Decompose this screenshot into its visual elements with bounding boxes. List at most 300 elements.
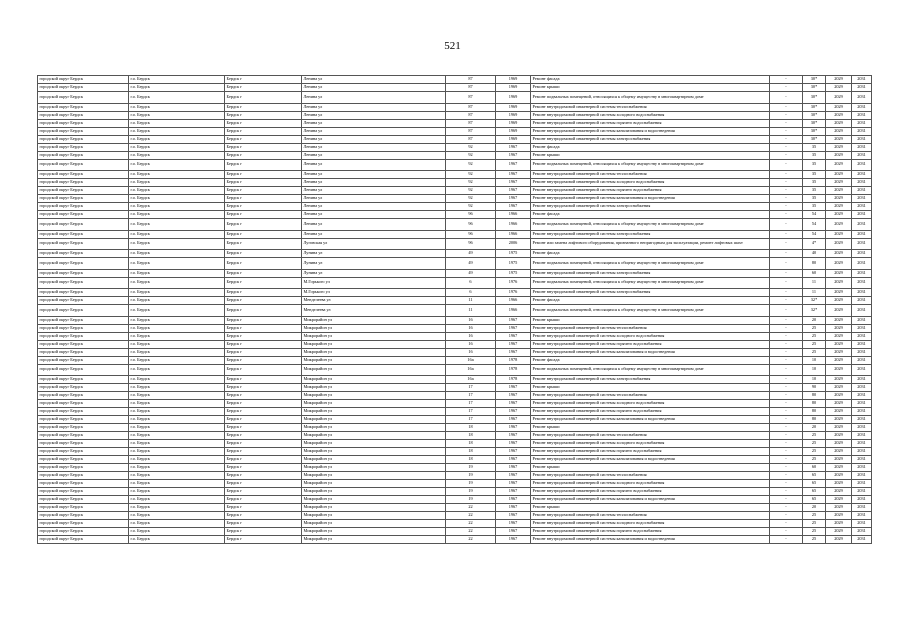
cell-work-type: Ремонт внутридомовой инженерной системы электроснабжения (531, 203, 770, 211)
cell-street: Микрорайон ул (302, 324, 446, 332)
cell-okrug: городской округ Бердск (38, 408, 129, 416)
cell-value: 10 (803, 356, 826, 364)
cell-dash: - (770, 289, 803, 297)
cell-year: 1978 (496, 364, 531, 376)
cell-okrug: городской округ Бердск (38, 143, 129, 151)
cell-okrug: городской округ Бердск (38, 111, 129, 119)
cell-year-end: 2031 (852, 159, 872, 171)
cell-year: 1967 (496, 456, 531, 464)
cell-house: 17 (446, 400, 496, 408)
cell-okrug: городской округ Бердск (38, 356, 129, 364)
cell-dash: - (770, 340, 803, 348)
cell-locality: Бердск г (225, 480, 302, 488)
cell-dash: - (770, 195, 803, 203)
cell-year-start: 2029 (826, 127, 852, 135)
cell-year: 1967 (496, 536, 531, 544)
cell-house: 49 (446, 258, 496, 270)
cell-year-end: 2031 (852, 297, 872, 305)
cell-year: 1975 (496, 258, 531, 270)
cell-street: Микрорайон ул (302, 416, 446, 424)
cell-year: 1966 (496, 219, 531, 231)
cell-settlement: г.о. Бердск (129, 219, 225, 231)
cell-okrug: городской округ Бердск (38, 211, 129, 219)
cell-settlement: г.о. Бердск (129, 316, 225, 324)
cell-settlement: г.о. Бердск (129, 203, 225, 211)
cell-year: 1967 (496, 416, 531, 424)
cell-value: 30* (803, 103, 826, 111)
cell-settlement: г.о. Бердск (129, 305, 225, 317)
cell-year: 1969 (496, 84, 531, 92)
cell-settlement: г.о. Бердск (129, 277, 225, 289)
cell-dash: - (770, 364, 803, 376)
cell-work-type: Ремонт крыши (531, 316, 770, 324)
cell-locality: Бердск г (225, 504, 302, 512)
cell-street: Ленина ул (302, 171, 446, 179)
cell-work-type: Ремонт фасада (531, 356, 770, 364)
cell-okrug: городской округ Бердск (38, 496, 129, 504)
cell-work-type: Ремонт фасада (531, 250, 770, 258)
table-row (38, 195, 872, 203)
cell-value: 32* (803, 305, 826, 317)
cell-street: Ленина ул (302, 151, 446, 159)
cell-okrug: городской округ Бердск (38, 384, 129, 392)
cell-street: Микрорайон ул (302, 504, 446, 512)
table-row (38, 92, 872, 104)
cell-year: 1967 (496, 512, 531, 520)
cell-house: 92 (446, 143, 496, 151)
cell-okrug: городской округ Бердск (38, 324, 129, 332)
cell-year-start: 2029 (826, 297, 852, 305)
cell-year-start: 2029 (826, 84, 852, 92)
cell-year: 1967 (496, 520, 531, 528)
cell-year-start: 2029 (826, 195, 852, 203)
cell-okrug: городской округ Бердск (38, 119, 129, 127)
cell-street: Ленина ул (302, 84, 446, 92)
cell-street: Микрорайон ул (302, 440, 446, 448)
cell-value: 32* (803, 297, 826, 305)
cell-street: Микрорайон ул (302, 424, 446, 432)
cell-year: 1967 (496, 159, 531, 171)
cell-settlement: г.о. Бердск (129, 456, 225, 464)
cell-locality: Бердск г (225, 364, 302, 376)
cell-settlement: г.о. Бердск (129, 135, 225, 143)
cell-street: Ленина ул (302, 111, 446, 119)
cell-locality: Бердск г (225, 297, 302, 305)
cell-settlement: г.о. Бердск (129, 488, 225, 496)
cell-value: 35 (803, 171, 826, 179)
cell-street: Микрорайон ул (302, 488, 446, 496)
cell-house: 16 (446, 316, 496, 324)
cell-work-type: Ремонт подвальных помещений, относящихся к общему имуществу в многоквартирном доме (531, 258, 770, 270)
cell-work-type: Ремонт внутридомовой инженерной системы теплоснабжения (531, 324, 770, 332)
cell-year-end: 2031 (852, 464, 872, 472)
cell-value: 80 (803, 416, 826, 424)
cell-locality: Бердск г (225, 512, 302, 520)
cell-settlement: г.о. Бердск (129, 536, 225, 544)
cell-locality: Бердск г (225, 408, 302, 416)
cell-year-end: 2031 (852, 305, 872, 317)
cell-street: Ленина ул (302, 187, 446, 195)
cell-value: 35 (803, 151, 826, 159)
cell-year: 1969 (496, 135, 531, 143)
cell-street: Ленина ул (302, 230, 446, 238)
cell-dash: - (770, 238, 803, 250)
cell-dash: - (770, 103, 803, 111)
cell-work-type: Ремонт внутридомовой инженерной системы канализования и водоотведения (531, 195, 770, 203)
cell-locality: Бердск г (225, 103, 302, 111)
cell-street: Лунина ул (302, 258, 446, 270)
cell-dash: - (770, 171, 803, 179)
cell-house: 96 (446, 230, 496, 238)
cell-year: 1969 (496, 92, 531, 104)
cell-work-type: Ремонт внутридомовой инженерной системы канализования и водоотведения (531, 416, 770, 424)
cell-house: 6 (446, 289, 496, 297)
cell-year-end: 2031 (852, 211, 872, 219)
cell-okrug: городской округ Бердск (38, 92, 129, 104)
cell-work-type: Ремонт крыши (531, 464, 770, 472)
cell-house: 49 (446, 269, 496, 277)
cell-settlement: г.о. Бердск (129, 179, 225, 187)
cell-work-type: Ремонт подвальных помещений, относящихся к общему имуществу в многоквартирном доме (531, 159, 770, 171)
cell-settlement: г.о. Бердск (129, 324, 225, 332)
cell-okrug: городской округ Бердск (38, 277, 129, 289)
cell-settlement: г.о. Бердск (129, 440, 225, 448)
table-row (38, 297, 872, 305)
cell-okrug: городской округ Бердск (38, 203, 129, 211)
cell-year-start: 2029 (826, 488, 852, 496)
cell-settlement: г.о. Бердск (129, 143, 225, 151)
cell-dash: - (770, 464, 803, 472)
cell-dash: - (770, 376, 803, 384)
cell-settlement: г.о. Бердск (129, 496, 225, 504)
cell-locality: Бердск г (225, 496, 302, 504)
cell-year-end: 2031 (852, 384, 872, 392)
cell-house: 18 (446, 440, 496, 448)
cell-year-end: 2031 (852, 536, 872, 544)
cell-locality: Бердск г (225, 520, 302, 528)
cell-settlement: г.о. Бердск (129, 111, 225, 119)
cell-work-type: Ремонт внутридомовой инженерной системы теплоснабжения (531, 171, 770, 179)
cell-work-type: Ремонт внутридомовой инженерной системы теплоснабжения (531, 472, 770, 480)
cell-year-start: 2029 (826, 512, 852, 520)
table-row (38, 356, 872, 364)
table-row (38, 324, 872, 332)
cell-locality: Бердск г (225, 316, 302, 324)
cell-year-end: 2031 (852, 424, 872, 432)
cell-street: Микрорайон ул (302, 496, 446, 504)
cell-house: 17 (446, 392, 496, 400)
cell-work-type: Ремонт внутридомовой инженерной системы теплоснабжения (531, 103, 770, 111)
cell-year: 1967 (496, 316, 531, 324)
cell-okrug: городской округ Бердск (38, 448, 129, 456)
cell-work-type: Ремонт внутридомовой инженерной системы горячего водоснабжения (531, 528, 770, 536)
cell-house: 16 (446, 332, 496, 340)
cell-year-end: 2031 (852, 143, 872, 151)
cell-year-start: 2029 (826, 504, 852, 512)
cell-street: Микрорайон ул (302, 512, 446, 520)
cell-house: 92 (446, 195, 496, 203)
cell-settlement: г.о. Бердск (129, 250, 225, 258)
cell-year-end: 2031 (852, 348, 872, 356)
cell-street: Микрорайон ул (302, 376, 446, 384)
cell-settlement: г.о. Бердск (129, 504, 225, 512)
cell-year: 1967 (496, 408, 531, 416)
table-row (38, 348, 872, 356)
cell-year-end: 2031 (852, 103, 872, 111)
cell-year: 1975 (496, 269, 531, 277)
cell-year-start: 2029 (826, 151, 852, 159)
cell-locality: Бердск г (225, 84, 302, 92)
cell-dash: - (770, 348, 803, 356)
cell-dash: - (770, 528, 803, 536)
cell-value: 11 (803, 277, 826, 289)
cell-settlement: г.о. Бердск (129, 448, 225, 456)
cell-year-end: 2031 (852, 76, 872, 84)
cell-okrug: городской округ Бердск (38, 348, 129, 356)
cell-year: 1967 (496, 480, 531, 488)
cell-house: 92 (446, 203, 496, 211)
cell-street: Ленина ул (302, 127, 446, 135)
cell-year-start: 2029 (826, 456, 852, 464)
cell-house: 87 (446, 111, 496, 119)
cell-okrug: городской округ Бердск (38, 424, 129, 432)
cell-work-type: Ремонт внутридомовой инженерной системы холодного водоснабжения (531, 480, 770, 488)
cell-dash: - (770, 230, 803, 238)
cell-year: 1967 (496, 528, 531, 536)
cell-work-type: Ремонт внутридомовой инженерной системы теплоснабжения (531, 512, 770, 520)
cell-year-start: 2029 (826, 187, 852, 195)
cell-value: 30* (803, 76, 826, 84)
cell-settlement: г.о. Бердск (129, 408, 225, 416)
cell-settlement: г.о. Бердск (129, 348, 225, 356)
cell-street: Ленина ул (302, 119, 446, 127)
cell-street: Ленина ул (302, 103, 446, 111)
cell-dash: - (770, 297, 803, 305)
cell-street: Ленина ул (302, 143, 446, 151)
cell-value: 35 (803, 159, 826, 171)
cell-year-start: 2029 (826, 400, 852, 408)
cell-work-type: Ремонт внутридомовой инженерной системы теплоснабжения (531, 432, 770, 440)
cell-locality: Бердск г (225, 348, 302, 356)
cell-year-start: 2029 (826, 171, 852, 179)
cell-street: Ленина ул (302, 203, 446, 211)
cell-value: 25 (803, 440, 826, 448)
cell-year-end: 2031 (852, 171, 872, 179)
table-row (38, 520, 872, 528)
cell-street: Микрорайон ул (302, 464, 446, 472)
cell-value: 30* (803, 135, 826, 143)
cell-dash: - (770, 277, 803, 289)
cell-value: 25 (803, 340, 826, 348)
table-row (38, 384, 872, 392)
cell-okrug: городской округ Бердск (38, 305, 129, 317)
cell-house: 18 (446, 448, 496, 456)
cell-locality: Бердск г (225, 195, 302, 203)
cell-locality: Бердск г (225, 203, 302, 211)
cell-street: Менделеева ул (302, 297, 446, 305)
cell-work-type: Ремонт внутридомовой инженерной системы холодного водоснабжения (531, 179, 770, 187)
cell-year-end: 2031 (852, 195, 872, 203)
cell-value: 20 (803, 504, 826, 512)
cell-okrug: городской округ Бердск (38, 219, 129, 231)
cell-house: 19 (446, 464, 496, 472)
cell-work-type: Ремонт внутридомовой инженерной системы электроснабжения (531, 376, 770, 384)
cell-settlement: г.о. Бердск (129, 464, 225, 472)
cell-dash: - (770, 440, 803, 448)
cell-year: 1967 (496, 143, 531, 151)
cell-value: 25 (803, 448, 826, 456)
table-row (38, 84, 872, 92)
cell-locality: Бердск г (225, 376, 302, 384)
cell-locality: Бердск г (225, 111, 302, 119)
cell-work-type: Ремонт подвальных помещений, относящихся к общему имуществу в многоквартирном доме (531, 305, 770, 317)
cell-locality: Бердск г (225, 536, 302, 544)
cell-dash: - (770, 324, 803, 332)
table-row (38, 528, 872, 536)
cell-work-type: Ремонт крыши (531, 151, 770, 159)
cell-okrug: городской округ Бердск (38, 416, 129, 424)
cell-work-type: Ремонт внутридомовой инженерной системы электроснабжения (531, 135, 770, 143)
cell-work-type: Ремонт внутридомовой инженерной системы холодного водоснабжения (531, 400, 770, 408)
cell-year-end: 2031 (852, 504, 872, 512)
cell-work-type: Ремонт внутридомовой инженерной системы горячего водоснабжения (531, 488, 770, 496)
cell-house: 96 (446, 219, 496, 231)
cell-year-start: 2029 (826, 520, 852, 528)
table-row (38, 400, 872, 408)
cell-okrug: городской округ Бердск (38, 520, 129, 528)
cell-street: Микрорайон ул (302, 480, 446, 488)
table-row (38, 472, 872, 480)
cell-year: 1967 (496, 348, 531, 356)
cell-locality: Бердск г (225, 289, 302, 297)
cell-settlement: г.о. Бердск (129, 238, 225, 250)
table-row (38, 143, 872, 151)
cell-work-type: Ремонт внутридомовой инженерной системы теплоснабжения (531, 392, 770, 400)
cell-street: Ленина ул (302, 179, 446, 187)
cell-value: 35 (803, 179, 826, 187)
table-row (38, 480, 872, 488)
cell-year-end: 2031 (852, 480, 872, 488)
cell-street: Микрорайон ул (302, 384, 446, 392)
cell-house: 92 (446, 159, 496, 171)
cell-house: 87 (446, 92, 496, 104)
cell-locality: Бердск г (225, 416, 302, 424)
cell-year-start: 2029 (826, 238, 852, 250)
table-row (38, 135, 872, 143)
cell-house: 87 (446, 84, 496, 92)
page-number: 521 (444, 40, 461, 52)
cell-year: 1967 (496, 151, 531, 159)
cell-dash: - (770, 111, 803, 119)
cell-year-end: 2031 (852, 119, 872, 127)
cell-dash: - (770, 269, 803, 277)
cell-okrug: городской округ Бердск (38, 159, 129, 171)
cell-okrug: городской округ Бердск (38, 84, 129, 92)
table-row (38, 250, 872, 258)
cell-house: 16 (446, 348, 496, 356)
cell-locality: Бердск г (225, 424, 302, 432)
cell-settlement: г.о. Бердск (129, 520, 225, 528)
cell-dash: - (770, 151, 803, 159)
cell-okrug: городской округ Бердск (38, 456, 129, 464)
cell-settlement: г.о. Бердск (129, 230, 225, 238)
cell-settlement: г.о. Бердск (129, 269, 225, 277)
cell-year: 1966 (496, 211, 531, 219)
cell-street: М.Горького ул (302, 289, 446, 297)
cell-year-start: 2029 (826, 340, 852, 348)
cell-house: 16 (446, 324, 496, 332)
cell-locality: Бердск г (225, 464, 302, 472)
cell-settlement: г.о. Бердск (129, 159, 225, 171)
cell-okrug: городской округ Бердск (38, 195, 129, 203)
cell-year-end: 2031 (852, 488, 872, 496)
cell-value: 30* (803, 119, 826, 127)
cell-value: 65 (803, 496, 826, 504)
cell-street: Микрорайон ул (302, 536, 446, 544)
cell-house: 19 (446, 488, 496, 496)
cell-house: 96 (446, 211, 496, 219)
cell-locality: Бердск г (225, 238, 302, 250)
cell-okrug: городской округ Бердск (38, 127, 129, 135)
cell-street: Микрорайон ул (302, 472, 446, 480)
cell-value: 65 (803, 480, 826, 488)
cell-year-start: 2029 (826, 392, 852, 400)
cell-okrug: городской округ Бердск (38, 340, 129, 348)
cell-year-end: 2031 (852, 316, 872, 324)
cell-year-end: 2031 (852, 472, 872, 480)
cell-locality: Бердск г (225, 432, 302, 440)
cell-dash: - (770, 316, 803, 324)
cell-work-type: Ремонт внутридомовой инженерной системы канализования и водоотведения (531, 536, 770, 544)
cell-street: Ленина ул (302, 219, 446, 231)
cell-house: 22 (446, 504, 496, 512)
cell-year-start: 2029 (826, 536, 852, 544)
table-row (38, 179, 872, 187)
cell-year: 1969 (496, 127, 531, 135)
cell-street: Микрорайон ул (302, 364, 446, 376)
cell-dash: - (770, 332, 803, 340)
table-row (38, 316, 872, 324)
cell-okrug: городской округ Бердск (38, 504, 129, 512)
cell-value: 40 (803, 250, 826, 258)
cell-work-type: Ремонт внутридомовой инженерной системы канализования и водоотведения (531, 496, 770, 504)
cell-value: 11 (803, 289, 826, 297)
cell-year-start: 2029 (826, 289, 852, 297)
cell-house: 92 (446, 187, 496, 195)
cell-street: Лунина ул (302, 250, 446, 258)
cell-locality: Бердск г (225, 250, 302, 258)
cell-year-end: 2031 (852, 324, 872, 332)
cell-settlement: г.о. Бердск (129, 472, 225, 480)
cell-dash: - (770, 356, 803, 364)
cell-year: 1967 (496, 496, 531, 504)
table-row (38, 151, 872, 159)
cell-year-start: 2029 (826, 103, 852, 111)
cell-locality: Бердск г (225, 269, 302, 277)
cell-year-start: 2029 (826, 305, 852, 317)
cell-value: 25 (803, 456, 826, 464)
cell-year: 1976 (496, 289, 531, 297)
cell-dash: - (770, 179, 803, 187)
cell-locality: Бердск г (225, 119, 302, 127)
cell-okrug: городской округ Бердск (38, 187, 129, 195)
table-row (38, 211, 872, 219)
cell-street: Микрорайон ул (302, 316, 446, 324)
cell-street: Микрорайон ул (302, 520, 446, 528)
cell-year-start: 2029 (826, 219, 852, 231)
cell-dash: - (770, 416, 803, 424)
cell-year: 1969 (496, 119, 531, 127)
